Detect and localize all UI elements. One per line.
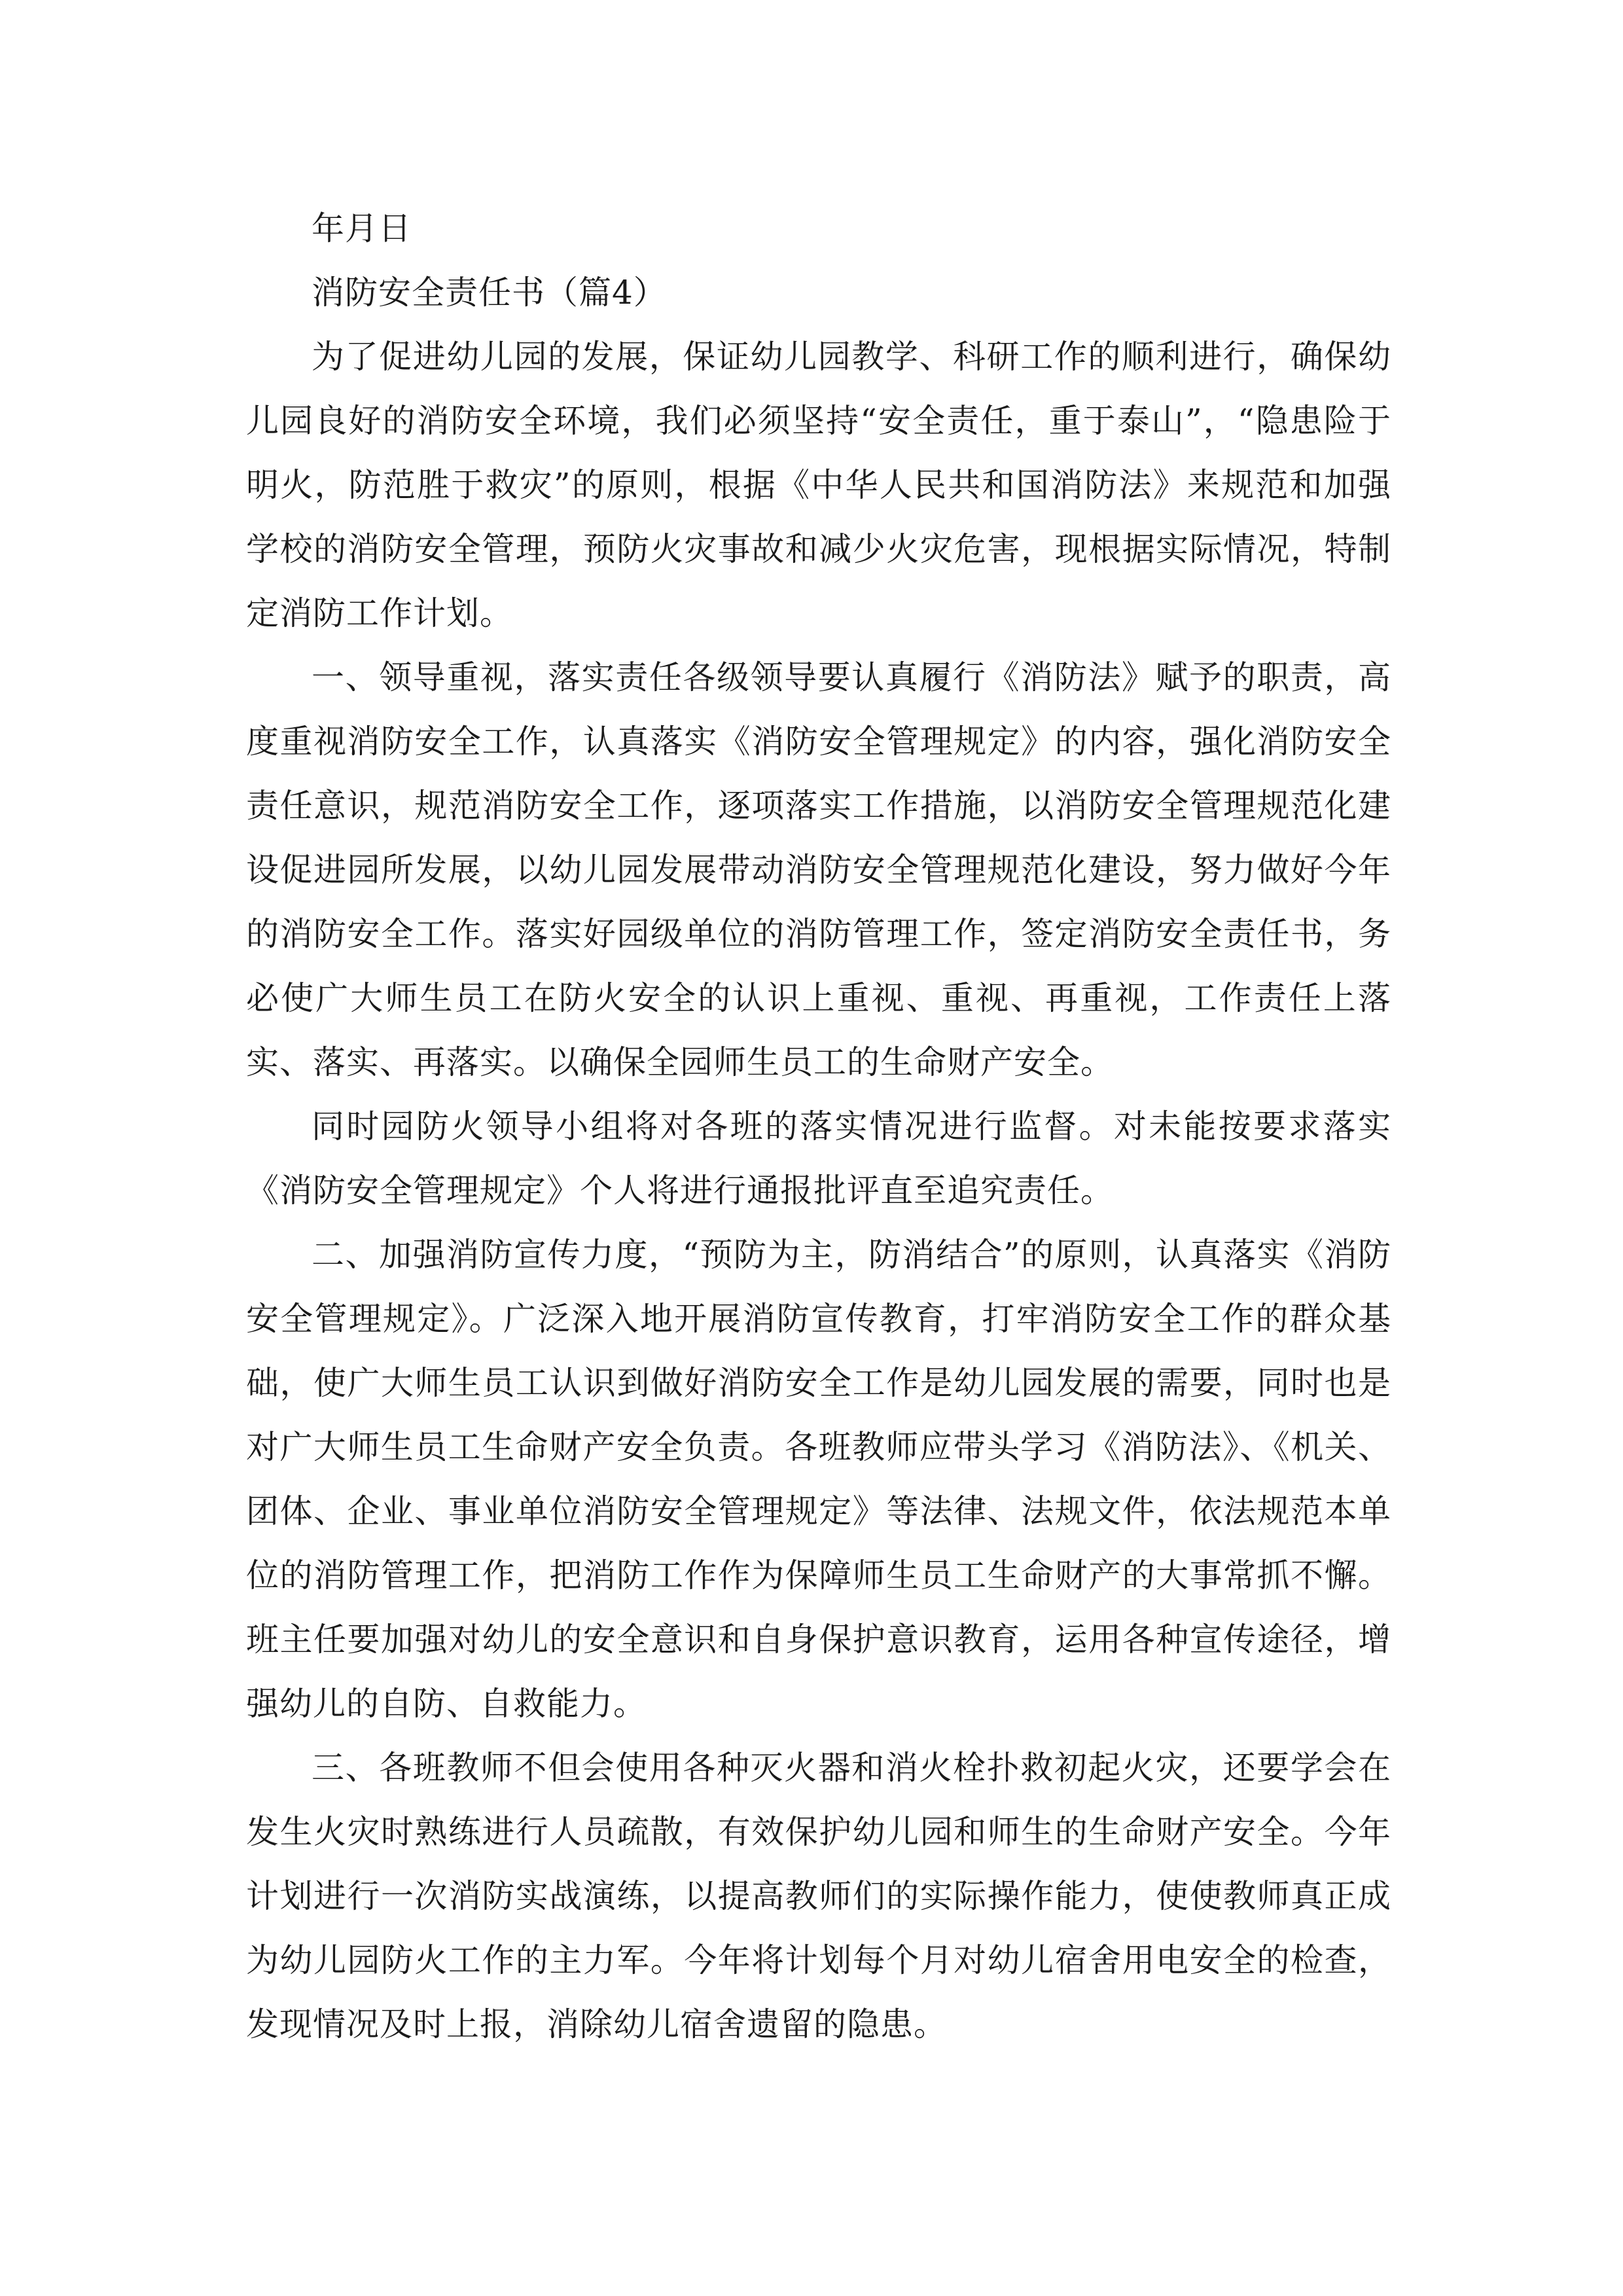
intro-paragraph: 为了促进幼儿园的发展，保证幼儿园教学、科研工作的顺利进行，确保幼儿园良好的消防安全环境，我们必须坚持“安全责任，重于泰山”，“隐患险于明火，防范胜于救灾”的原则，根据《中华人民共和国消防法》来规范和加强学校的消防安全管理，预防火灾事故和减少火灾危害，现根据实际情况，特制定消防工作计划。 xyxy=(246,338,1391,632)
paragraph-leadership: 一、领导重视，落实责任各级领导要认真履行《消防法》赋予的职责，高度重视消防安全工作，认真落实《消防安全管理规定》的内容，强化消防安全责任意识，规范消防安全工作，逐项落实工作措施，以消防安全管理规范化建设促进园所发展，以幼儿园发展带动消防安全管理规范化建设，努力做好今年的消防安全工作。落实好园级单位的消防管理工作，签定消防安全责任书，务必使广大师生员工在防火安全的认识上重视、重视、再重视，工作责任上落实、落实、再落实。以确保全园师生员工的生命财产安全。 xyxy=(246,658,1391,1081)
document-body xyxy=(246,196,1391,2056)
section-heading: 消防安全责任书（篇4） xyxy=(312,274,667,312)
paragraph-training: 三、各班教师不但会使用各种灭火器和消火栓扑救初起火灾，还要学会在发生火灾时熟练进行人员疏散，有效保护幼儿园和师生的生命财产安全。今年计划进行一次消防实战演练，以提高教师们的实际操作能力，使使教师真正成为幼儿园防火工作的主力军。今年将计划每个月对幼儿宿舍用电安全的检查，发现情况及时上报，消除幼儿宿舍遗留的隐患。 xyxy=(246,1749,1391,2043)
paragraph-supervision: 同时园防火领导小组将对各班的落实情况进行监督。对未能按要求落实《消防安全管理规定》个人将进行通报批评直至追究责任。 xyxy=(246,1107,1391,1210)
paragraph-publicity: 二、加强消防宣传力度，“预防为主，防消结合”的原则，认真落实《消防安全管理规定》。广泛深入地开展消防宣传教育，打牢消防安全工作的群众基础，使广大师生员工认识到做好消防安全工作是幼儿园发展的需要，同时也是对广大师生员工生命财产安全负责。各班教师应带头学习《消防法》、《机关、团体、企业、事业单位消防安全管理规定》等法律、法规文件，依法规范本单位的消防管理工作，把消防工作作为保障师生员工生命财产的大事常抓不懈。班主任要加强对幼儿的安全意识和自身保护意识教育，运用各种宣传途径，增强幼儿的自防、自救能力。 xyxy=(246,1236,1391,1723)
date-line: 年月日 xyxy=(312,209,412,247)
